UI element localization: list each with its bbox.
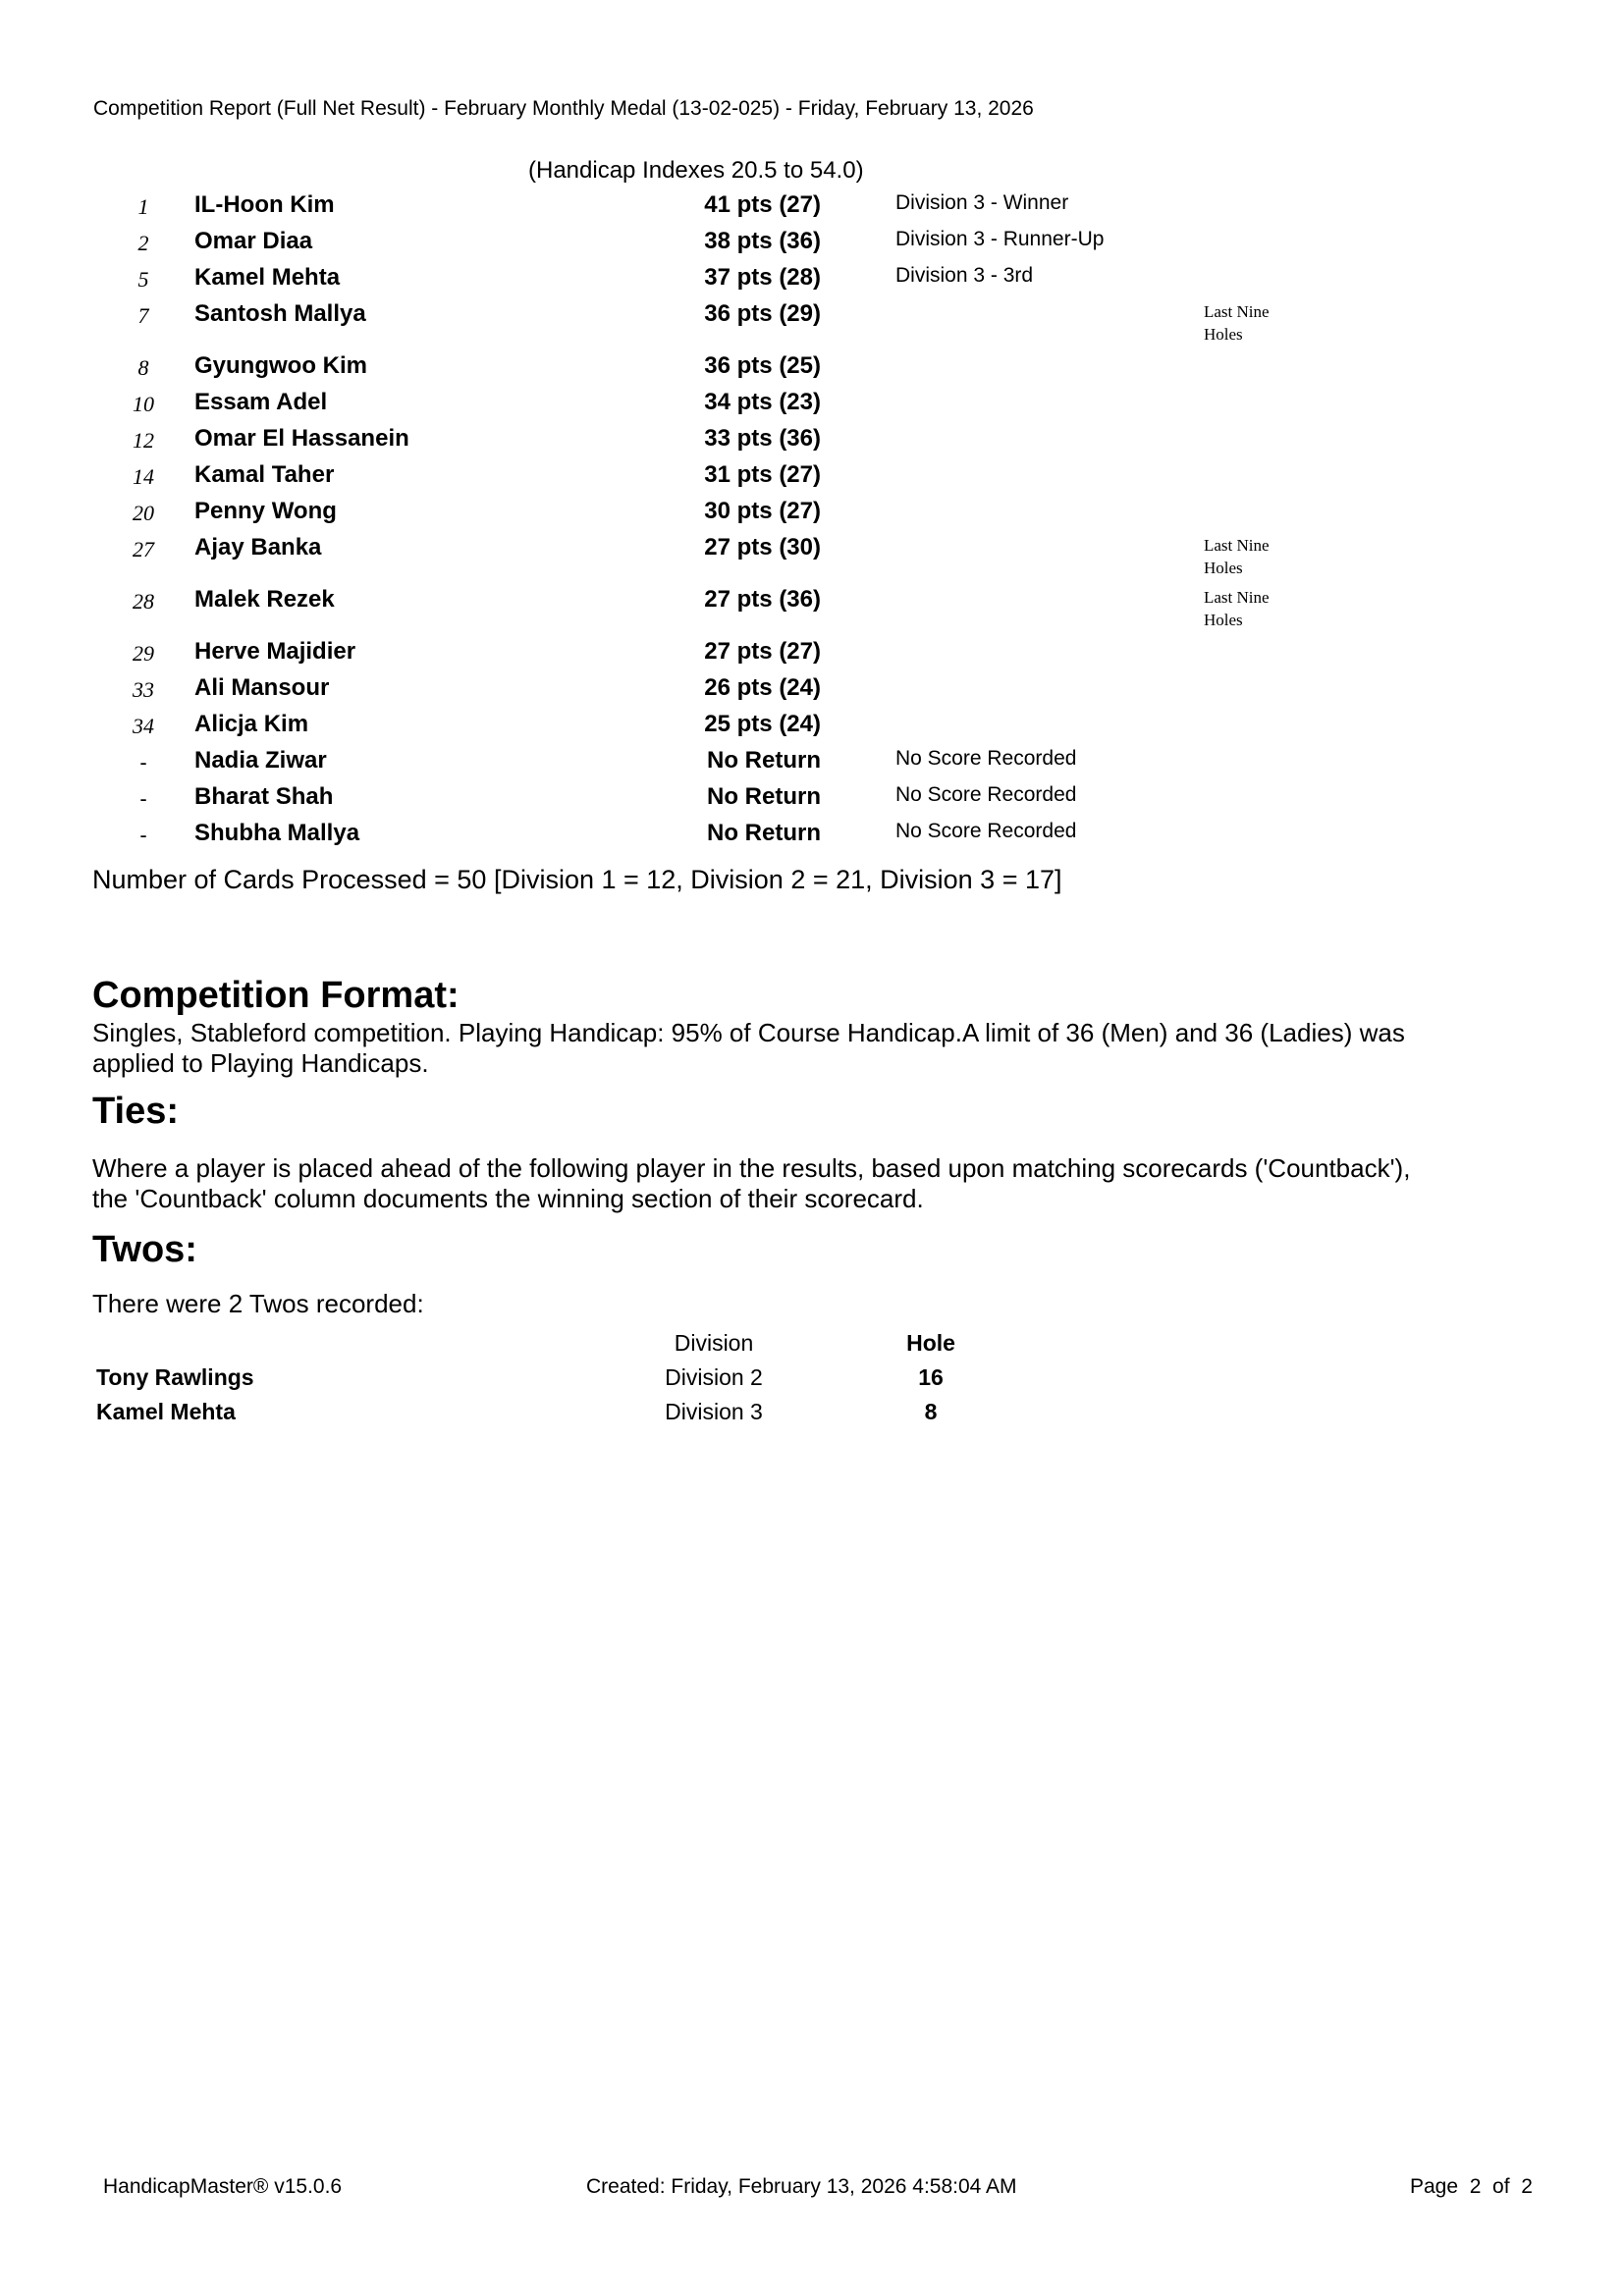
- result-row: [0, 496, 1624, 531]
- twos-column-hole: Hole: [906, 1330, 955, 1356]
- result-row: [0, 745, 1624, 780]
- competition-format-heading: Competition Format:: [92, 975, 460, 1016]
- result-score: 27 pts (30): [704, 534, 821, 561]
- twos-hole: 8: [924, 1399, 938, 1424]
- result-score: 25 pts (24): [704, 711, 821, 737]
- result-rank: -: [139, 750, 147, 774]
- result-score: 31 pts (27): [704, 461, 821, 488]
- result-comment: No Score Recorded: [895, 783, 1077, 806]
- result-player-name: Ali Mansour: [194, 674, 330, 701]
- result-row: [0, 387, 1624, 422]
- result-player-name: Kamal Taher: [194, 461, 335, 488]
- result-row: [0, 423, 1624, 458]
- result-countback: Last Nine Holes: [1204, 302, 1270, 344]
- footer-software-version: HandicapMaster® v15.0.6: [103, 2175, 343, 2198]
- result-row: [0, 298, 1624, 344]
- report-title: Competition Report (Full Net Result) - February Monthly Medal (13-02-025) - Friday, February 13, 2026: [93, 97, 1034, 120]
- result-rank: -: [139, 823, 147, 847]
- result-rank: 27: [133, 537, 154, 561]
- ties-line-2: the 'Countback' column documents the winning section of their scorecard.: [92, 1184, 924, 1213]
- ties-heading: Ties:: [92, 1091, 180, 1132]
- ties-line-1: Where a player is placed ahead of the following player in the results, based upon matching scorecards ('Countback'),: [92, 1153, 1411, 1183]
- competition-format-line-2: applied to Playing Handicaps.: [92, 1048, 429, 1078]
- result-player-name: Omar El Hassanein: [194, 425, 409, 452]
- result-player-name: Alicja Kim: [194, 711, 309, 737]
- result-comment: No Score Recorded: [895, 820, 1077, 842]
- footer-created-timestamp: Created: Friday, February 13, 2026 4:58:04 AM: [586, 2175, 1017, 2198]
- result-player-name: IL-Hoon Kim: [194, 191, 335, 218]
- result-player-name: Nadia Ziwar: [194, 747, 327, 774]
- result-countback: Last Nine Holes: [1204, 588, 1270, 629]
- result-rank: 14: [133, 464, 154, 489]
- cards-processed: Number of Cards Processed = 50 [Division 1 = 12, Division 2 = 21, Division 3 = 17]: [92, 865, 1062, 894]
- result-rank: 5: [137, 267, 149, 292]
- result-rank: 33: [133, 677, 154, 702]
- result-row: [0, 532, 1624, 577]
- result-score: 26 pts (24): [704, 674, 821, 701]
- result-rank: 12: [133, 428, 154, 453]
- result-score: 34 pts (23): [704, 389, 821, 415]
- competition-format-line-1: Singles, Stableford competition. Playing Handicap: 95% of Course Handicap.A limit of 36 (Men) and 36 (Ladies) was: [92, 1018, 1405, 1047]
- result-rank: 34: [133, 714, 154, 738]
- result-player-name: Penny Wong: [194, 498, 337, 524]
- result-rank: 10: [133, 392, 154, 416]
- result-row: [0, 781, 1624, 817]
- result-player-name: Kamel Mehta: [194, 264, 341, 291]
- result-row: [0, 709, 1624, 744]
- result-player-name: Essam Adel: [194, 389, 328, 415]
- result-player-name: Shubha Mallya: [194, 820, 360, 846]
- result-score: 30 pts (27): [704, 498, 821, 524]
- result-score: 27 pts (27): [704, 638, 821, 665]
- result-row: [0, 672, 1624, 708]
- result-player-name: Gyungwoo Kim: [194, 352, 367, 379]
- result-countback: Last Nine Holes: [1204, 536, 1270, 577]
- twos-column-division: Division: [674, 1330, 754, 1356]
- result-rank: 7: [137, 303, 149, 328]
- result-rank: 28: [133, 589, 154, 614]
- result-comment: No Score Recorded: [895, 747, 1077, 770]
- result-rank: 1: [137, 194, 149, 219]
- result-score: 41 pts (27): [704, 191, 821, 218]
- result-rank: 8: [137, 355, 149, 380]
- handicap-range-label: (Handicap Indexes 20.5 to 54.0): [528, 157, 864, 184]
- result-player-name: Ajay Banka: [194, 534, 322, 561]
- result-row: [0, 459, 1624, 495]
- result-rank: 2: [137, 231, 149, 255]
- result-rank: -: [139, 786, 147, 811]
- twos-division: Division 2: [665, 1364, 763, 1390]
- result-player-name: Herve Majidier: [194, 638, 356, 665]
- result-score: No Return: [707, 747, 821, 774]
- result-row: [0, 636, 1624, 671]
- result-comment: Division 3 - Winner: [895, 191, 1069, 214]
- result-player-name: Malek Rezek: [194, 586, 335, 613]
- result-row: [0, 262, 1624, 297]
- result-player-name: Bharat Shah: [194, 783, 334, 810]
- result-score: No Return: [707, 820, 821, 846]
- twos-hole: 16: [918, 1364, 944, 1390]
- twos-heading: Twos:: [92, 1229, 197, 1270]
- result-score: 33 pts (36): [704, 425, 821, 452]
- result-score: 37 pts (28): [704, 264, 821, 291]
- result-player-name: Santosh Mallya: [194, 300, 366, 327]
- competition-format-text: [92, 1018, 1545, 1079]
- result-row: [0, 226, 1624, 261]
- twos-player-name: Kamel Mehta: [96, 1399, 236, 1424]
- footer-page-number: Page 2 of 2: [1410, 2175, 1533, 2198]
- result-row: [0, 818, 1624, 853]
- twos-division: Division 3: [665, 1399, 763, 1424]
- result-rank: 29: [133, 641, 154, 666]
- result-comment: Division 3 - 3rd: [895, 264, 1034, 287]
- result-score: No Return: [707, 783, 821, 810]
- result-score: 36 pts (29): [704, 300, 821, 327]
- result-score: 27 pts (36): [704, 586, 821, 613]
- result-score: 38 pts (36): [704, 228, 821, 254]
- ties-text: [92, 1153, 1545, 1214]
- result-score: 36 pts (25): [704, 352, 821, 379]
- result-player-name: Omar Diaa: [194, 228, 313, 254]
- result-comment: Division 3 - Runner-Up: [895, 228, 1105, 250]
- result-row: [0, 189, 1624, 225]
- result-rank: 20: [133, 501, 154, 525]
- twos-intro: There were 2 Twos recorded:: [92, 1289, 424, 1318]
- result-row: [0, 350, 1624, 386]
- twos-player-name: Tony Rawlings: [96, 1364, 254, 1390]
- result-row: [0, 584, 1624, 629]
